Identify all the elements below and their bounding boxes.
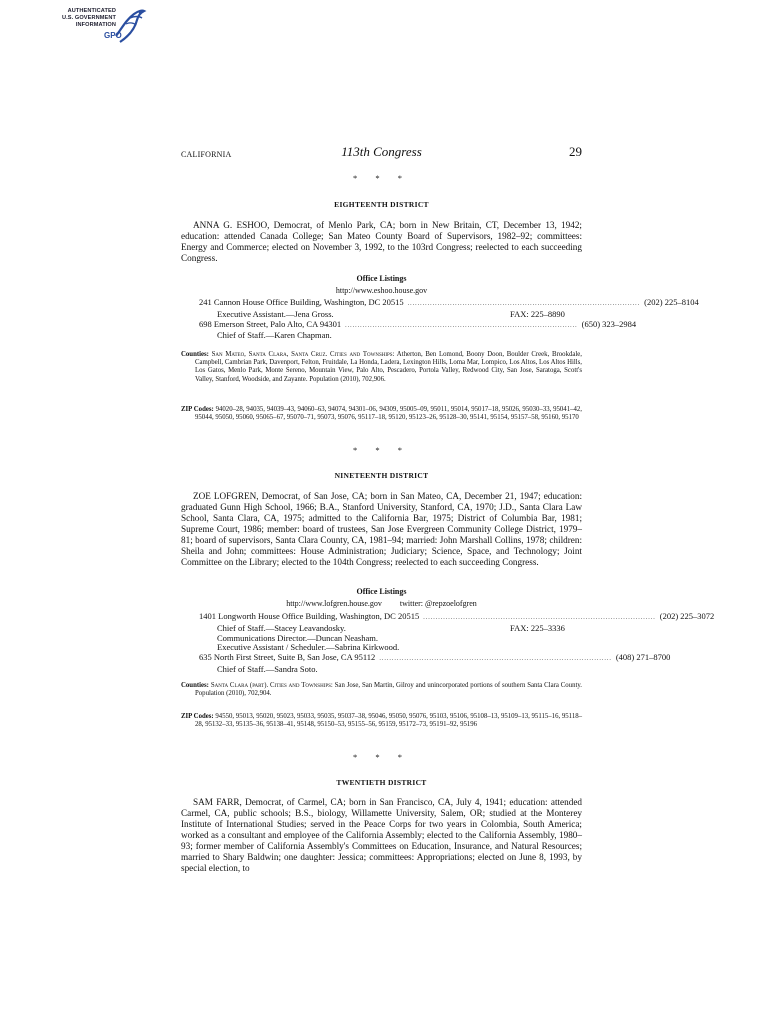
- listing-phone: (650) 323–2984: [581, 318, 637, 329]
- listing-staff: Executive Assistant / Scheduler.—Sabrina Kirkwood.: [217, 642, 400, 653]
- cities-list: Atherton, Ben Lomond, Boony Doon, Boulder Creek, Brookdale, Campbell, Cambrian Park, Davenport, Felton, Fruitdale, La Honda, Ladera, Lexington Hills, Loma Mar, Lompico, Los Altos, Los Altos Hills, Los Gatos, Menlo Park, Monte Sereno, Mountain View, Palo Alto, Pescadero, Portola Valley, Redwood City, San Jose, Saratoga, Scott's Valley, Stanford, Woodside, and Zayante. Population (2010), 702,906.: [195, 351, 582, 383]
- district-heading: NINETEENTH DISTRICT: [334, 471, 429, 480]
- office-listings-title: Office Listings: [356, 274, 407, 283]
- counties-paragraph: [181, 351, 582, 384]
- listing-row: 635 North First Street, Suite B, San Jose, CA 95112 ............................................................................................. (408) 271–8700: [199, 652, 671, 663]
- website-url: [181, 285, 582, 296]
- counties-label: Counties:: [181, 351, 209, 358]
- listing-row: 241 Cannon House Office Building, Washington, DC 20515 ............................................................................................. (202) 225–8104: [199, 297, 699, 307]
- counties-paragraph: [181, 682, 582, 698]
- logo-line-1: AUTHENTICATED: [67, 8, 116, 14]
- logo-line-2: U.S. GOVERNMENT: [61, 15, 116, 21]
- listing-address: 1401 Longworth House Office Building, Washington, DC 20515: [199, 611, 420, 621]
- counties-label: Counties:: [181, 682, 209, 689]
- listing-fax: FAX: 225–3336: [510, 622, 565, 633]
- office-listings-title: Office Listings: [356, 587, 407, 596]
- office-listings: [181, 611, 715, 675]
- listing-address: 698 Emerson Street, Palo Alto, CA 94301: [199, 318, 342, 329]
- listing-address: 635 North First Street, Suite B, San Jose, CA 95112: [199, 652, 376, 663]
- listing-staff: Chief of Staff.—Sandra Soto.: [217, 663, 318, 674]
- zip-codes-label: ZIP Codes:: [181, 713, 214, 720]
- zip-codes-list: 94550, 95013, 95020, 95023, 95033, 95035, 95037–38, 95046, 95050, 95076, 95103, 95106, 95108–13, 95109–13, 95115–16, 95118–28, 95132–33, 95135–36, 95138–41, 95148, 95150–53, 95155–56, 95159, 95172–73, 95191–92, 95196: [195, 713, 583, 729]
- logo-line-3: INFORMATION: [75, 22, 116, 28]
- listing-phone: (202) 225–3072: [659, 611, 715, 621]
- office-listings: [181, 297, 699, 341]
- listing-address: 241 Cannon House Office Building, Washington, DC 20515: [199, 297, 404, 307]
- counties-list: San Mateo, Santa Clara, Santa Cruz. Cities and Townships:: [211, 351, 395, 358]
- section-separator: * * *: [353, 445, 410, 455]
- logo-gpo: GPO: [104, 31, 122, 40]
- counties-list: Santa Clara (part). Cities and Townships:: [210, 682, 333, 689]
- listing-staff: Executive Assistant.—Jena Gross.: [217, 308, 334, 319]
- section-separator: * * *: [353, 173, 410, 183]
- listing-phone: (408) 271–8700: [615, 652, 671, 663]
- zip-codes-paragraph: [181, 406, 582, 422]
- listing-staff: Chief of Staff.—Karen Chapman.: [217, 330, 332, 341]
- listing-row: 698 Emerson Street, Palo Alto, CA 94301 ............................................................................................. (650) 323–2984: [199, 318, 637, 329]
- listing-row: 1401 Longworth House Office Building, Washington, DC 20515 ............................................................................................. (202) 225–3072: [199, 611, 715, 621]
- page-number: 29: [569, 144, 582, 159]
- eagle-icon: [112, 6, 146, 48]
- gpo-authentication-logo: [52, 6, 152, 50]
- website-link[interactable]: http://www.eshoo.house.gov: [335, 286, 428, 295]
- congress-title: 113th Congress: [341, 144, 422, 159]
- listing-phone: (202) 225–8104: [644, 297, 699, 307]
- member-bio: ANNA G. ESHOO, Democrat, of Menlo Park, CA; born in New Britain, CT, December 13, 1942; education: attended Canada College; San Mateo County Board of Supervisors, 1982–92; committees: Energy and Commerce; elected on November 3, 1992, to the 103rd Congress; reelected to each succeeding Congress.: [181, 220, 582, 263]
- website-url: [181, 598, 582, 609]
- member-bio: SAM FARR, Democrat, of Carmel, CA; born in San Francisco, CA, July 4, 1941; education: attended Carmel, CA, public schools; B.S., biology, Willamette University, Salem, OR; studied at the Monterey Institute of International Studies; served in the Peace Corps for two years in Colombia, South America; worked as a consultant and employee of the California Assembly; elected to the California Assembly, 1980–93; former member of California Assembly's Committees on Education, Insurance, and Natural Resources; married to Shary Baldwin; one daughter: Jessica; committees: Appropriations; elected on June 8, 1993, by special election, to: [181, 797, 582, 873]
- district-heading: EIGHTEENTH DISTRICT: [334, 200, 429, 209]
- member-bio: ZOE LOFGREN, Democrat, of San Jose, CA; born in San Mateo, CA, December 21, 1947; education: graduated Gunn High School, 1966; B.A., Stanford University, Stanford, CA, 1970; J.D., Santa Clara Law School, Santa Clara, CA, 1975; admitted to the California Bar, 1975; District of Columbia Bar, 1981; Supreme Court, 1986; member: board of trustees, San Jose Evergreen Community College District, 1979–81; board of supervisors, Santa Clara County, CA, 1981–94; married: John Marshall Collins, 1978; children: Sheila and John; committees: House Administration; Judiciary; Science, Space, and Technology; Joint Committee on the Library; elected to the 104th Congress; reelected to each succeeding Congress.: [181, 491, 582, 567]
- district-heading: TWENTIETH DISTRICT: [336, 778, 427, 787]
- zip-codes-label: ZIP Codes:: [181, 406, 214, 413]
- twitter-handle[interactable]: twitter: @repzoelofgren: [399, 599, 477, 608]
- listing-row: [181, 665, 582, 675]
- state-name: CALIFORNIA: [181, 150, 232, 159]
- listing-row: [181, 331, 582, 341]
- listing-fax: FAX: 225–8890: [510, 308, 565, 319]
- running-header: [181, 140, 582, 164]
- website-link[interactable]: http://www.lofgren.house.gov: [286, 599, 382, 608]
- section-separator: * * *: [353, 752, 410, 762]
- zip-codes-paragraph: [181, 713, 582, 729]
- zip-codes-list: 94020–28, 94035, 94039–43, 94060–63, 94074, 94301–06, 94309, 95005–09, 95011, 95014, 95017–18, 95026, 95030–33, 95041–42, 95044, 95050, 95060, 95065–67, 95070–71, 95073, 95076, 95117–18, 95120, 95123–26, 95128–30, 95141, 95154, 95157–58, 95160, 95170: [195, 406, 583, 422]
- cities-list: San Jose, San Martin, Gilroy and unincorporated portions of southern Santa Clara County. Population (2010), 702,904.: [195, 682, 583, 698]
- listing-staff: Communications Director.—Duncan Neasham.: [217, 632, 378, 643]
- listing-staff: Chief of Staff.—Stacey Leavandosky.: [217, 622, 346, 633]
